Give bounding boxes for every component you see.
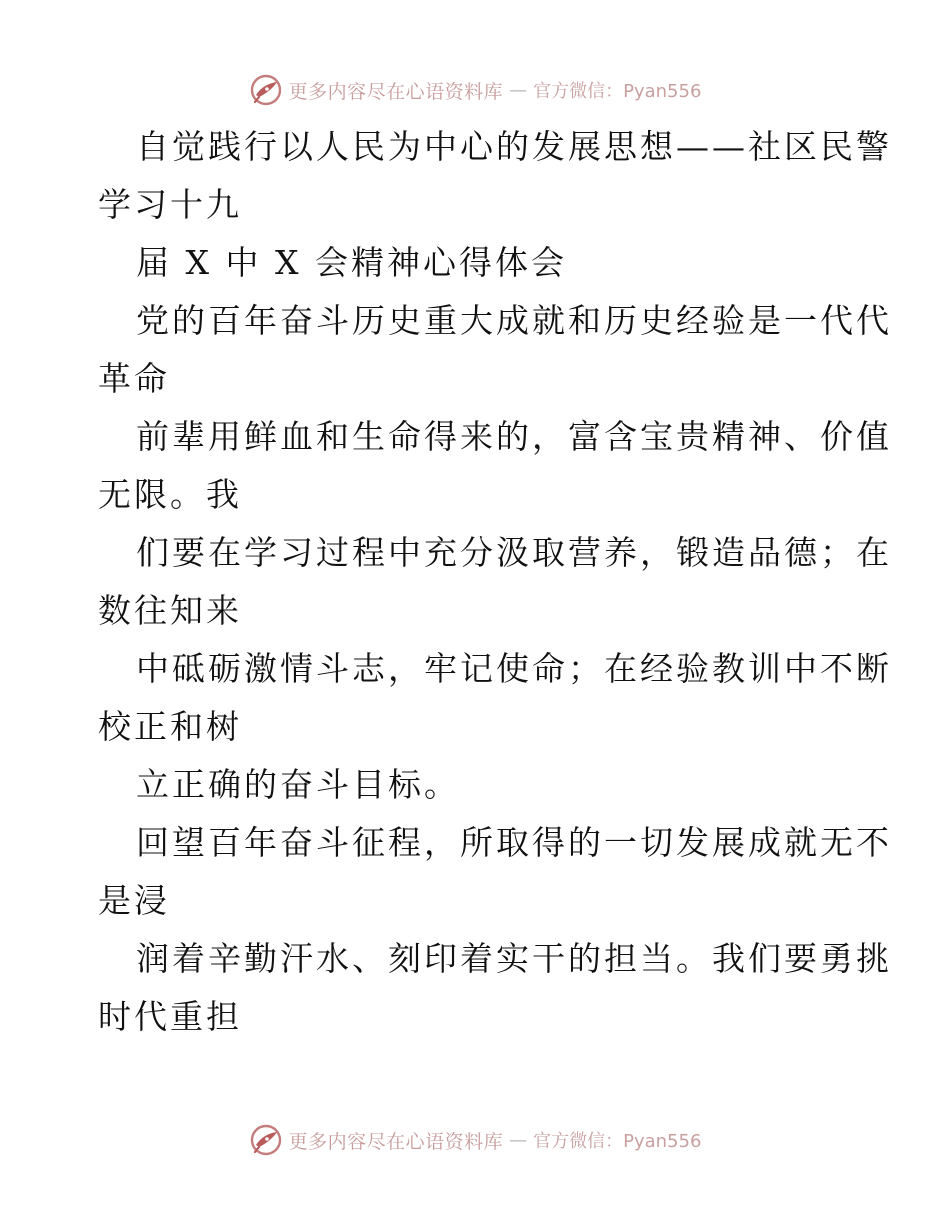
paragraph-title — [98, 118, 892, 234]
watermark-brand: 更多内容尽在心语资料库 — [288, 80, 504, 103]
paragraph-subtitle — [98, 234, 868, 292]
paragraph — [98, 756, 868, 814]
paragraph-line: 们要在学习过程中充分汲取营养，锻造品德；在 — [136, 533, 892, 572]
paragraph-line: 党的百年奋斗历史重大成就和历史经验是一代代 — [136, 301, 892, 340]
watermark-separator: — — [509, 1129, 528, 1151]
paragraph-line: 前辈用鲜血和生命得来的，富含宝贵精神、价值 — [136, 417, 892, 456]
paragraph-line: 自觉践行以人民为中心的发展思想——社区民警 — [136, 127, 892, 166]
paragraph — [98, 524, 892, 640]
paragraph — [98, 640, 892, 756]
paragraph-continuation: 学习十九 — [98, 185, 242, 224]
paragraph — [98, 292, 892, 408]
pen-nib-logo-icon — [249, 73, 283, 107]
paragraph-continuation: 革命 — [98, 359, 170, 398]
header-watermark — [0, 72, 950, 108]
paragraph-line: 届 X 中 X 会精神心得体会 — [136, 243, 567, 282]
watermark-contact: 官方微信：Pyan556 — [533, 81, 702, 102]
paragraph-continuation: 无限。我 — [98, 475, 242, 514]
paragraph-line: 立正确的奋斗目标。 — [136, 765, 460, 804]
watermark-separator: — — [509, 79, 528, 101]
paragraph — [98, 930, 892, 1046]
paragraph-line: 回望百年奋斗征程，所取得的一切发展成就无不 — [136, 823, 892, 862]
paragraph — [98, 408, 892, 524]
paragraph-continuation: 时代重担 — [98, 997, 242, 1036]
paragraph — [98, 814, 892, 930]
document-body — [98, 118, 892, 1046]
paragraph-continuation: 是浸 — [98, 881, 170, 920]
watermark-brand: 更多内容尽在心语资料库 — [288, 1130, 504, 1153]
paragraph-line: 中砥砺激情斗志，牢记使命；在经验教训中不断 — [136, 649, 892, 688]
paragraph-continuation: 数往知来 — [98, 591, 242, 630]
watermark-contact: 官方微信：Pyan556 — [533, 1131, 702, 1152]
paragraph-line: 润着辛勤汗水、刻印着实干的担当。我们要勇挑 — [136, 939, 892, 978]
paragraph-continuation: 校正和树 — [98, 707, 242, 746]
pen-nib-logo-icon — [249, 1123, 283, 1157]
footer-watermark — [0, 1122, 950, 1158]
